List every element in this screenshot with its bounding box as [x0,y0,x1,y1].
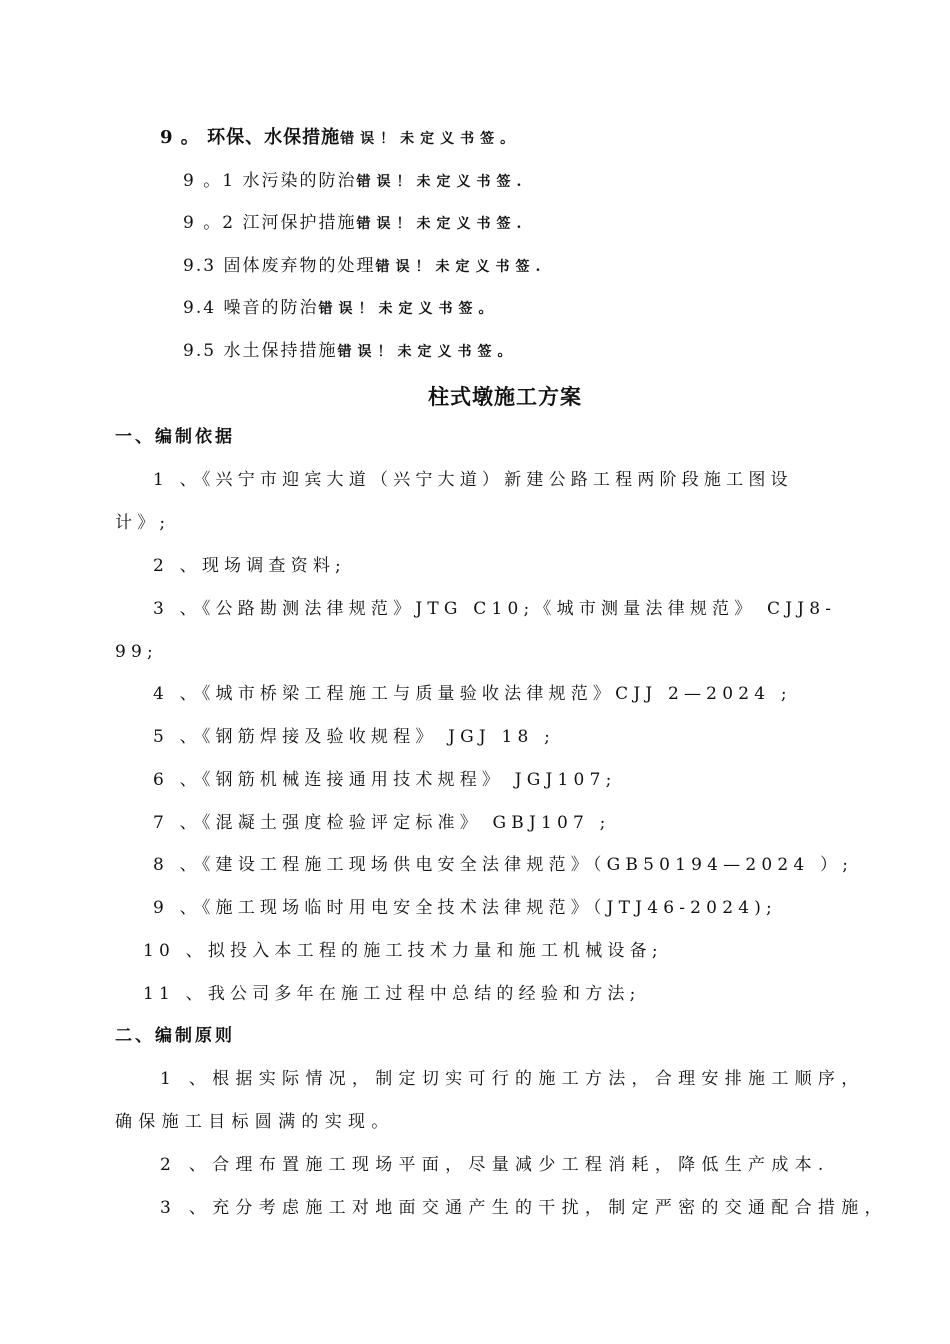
basis-item-10: 10 、拟投入本工程的施工技术力量和施工机械设备; [143,941,663,961]
principle-item-1: 1 、根据实际情况，制定切实可行的施工方法，合理安排施工顺序， [160,1069,865,1089]
toc-number: 9.5 [183,341,217,361]
toc-error: 错误！未定义书签。 [318,301,499,317]
toc-title: 水污染的防治 [242,171,357,191]
toc-title: 噪音的防治 [223,298,319,318]
toc-entry-9-2[interactable] [183,211,527,236]
basis-item-3-cont: 99; [115,642,158,662]
toc-error: 错误！未定义书签。 [340,131,521,147]
section-heading-principles: 二、编制原则 [115,1026,235,1046]
toc-entry-9-5[interactable] [183,339,517,364]
toc-title: 固体废弃物的处理 [223,256,376,276]
toc-error: 错误！未定义书签. [375,259,547,275]
toc-entry-9-1[interactable] [183,169,527,194]
basis-item-3: 3 、《公路勘测法律规范》JTG C10;《城市测量法律规范》 CJJ8- [153,599,837,619]
basis-item-2: 2 、现场调查资料; [153,556,346,576]
basis-item-5: 5 、《钢筋焊接及验收规程》 JGJ 18 ; [153,727,556,747]
toc-error: 错误！未定义书签。 [337,344,518,360]
basis-item-1-cont: 计》; [115,513,171,533]
principle-item-3: 3 、充分考虑施工对地面交通产生的干扰，制定严密的交通配合措施， [160,1198,888,1218]
toc-entry-9-3[interactable] [183,254,546,279]
toc-error: 错误！未定义书签. [356,216,528,232]
section-heading-basis: 一、编制依据 [115,427,235,447]
toc-entry-9[interactable] [160,126,520,151]
toc-number: 9.3 [183,256,217,276]
toc-entry-9-4[interactable] [183,296,498,321]
toc-title: 水土保持措施 [223,341,338,361]
toc-number: 9 。 [160,127,200,148]
basis-item-1: 1 、《兴宁市迎宾大道（兴宁大道）新建公路工程两阶段施工图设 [153,470,793,490]
document-title: 柱式墩施工方案 [428,384,582,409]
toc-number: 9 。2 [183,213,236,233]
basis-item-7: 7 、《混凝土强度检验评定标准》 GBJ107 ; [153,813,611,833]
toc-error: 错误！未定义书签. [356,174,528,190]
toc-title: 江河保护措施 [242,213,357,233]
basis-item-4: 4 、《城市桥梁工程施工与质量验收法律规范》CJJ 2—2024 ; [153,684,792,704]
basis-item-8: 8 、《建设工程施工现场供电安全法律规范》（GB50194—2024 ）; [153,855,854,875]
basis-item-6: 6 、《钢筋机械连接通用技术规程》 JGJ107; [153,770,617,790]
toc-title: 环保、水保措施 [207,127,341,148]
principle-item-1-cont: 确保施工目标圆满的实现。 [115,1112,395,1132]
principle-item-2: 2 、合理布置施工现场平面，尽量减少工程消耗，降低生产成本. [160,1155,830,1175]
toc-number: 9 。1 [183,171,236,191]
basis-item-11: 11 、我公司多年在施工过程中总结的经验和方法; [143,984,641,1004]
basis-item-9: 9 、《施工现场临时用电安全技术法律规范》（JTJ46-2024); [153,898,777,918]
toc-number: 9.4 [183,298,217,318]
